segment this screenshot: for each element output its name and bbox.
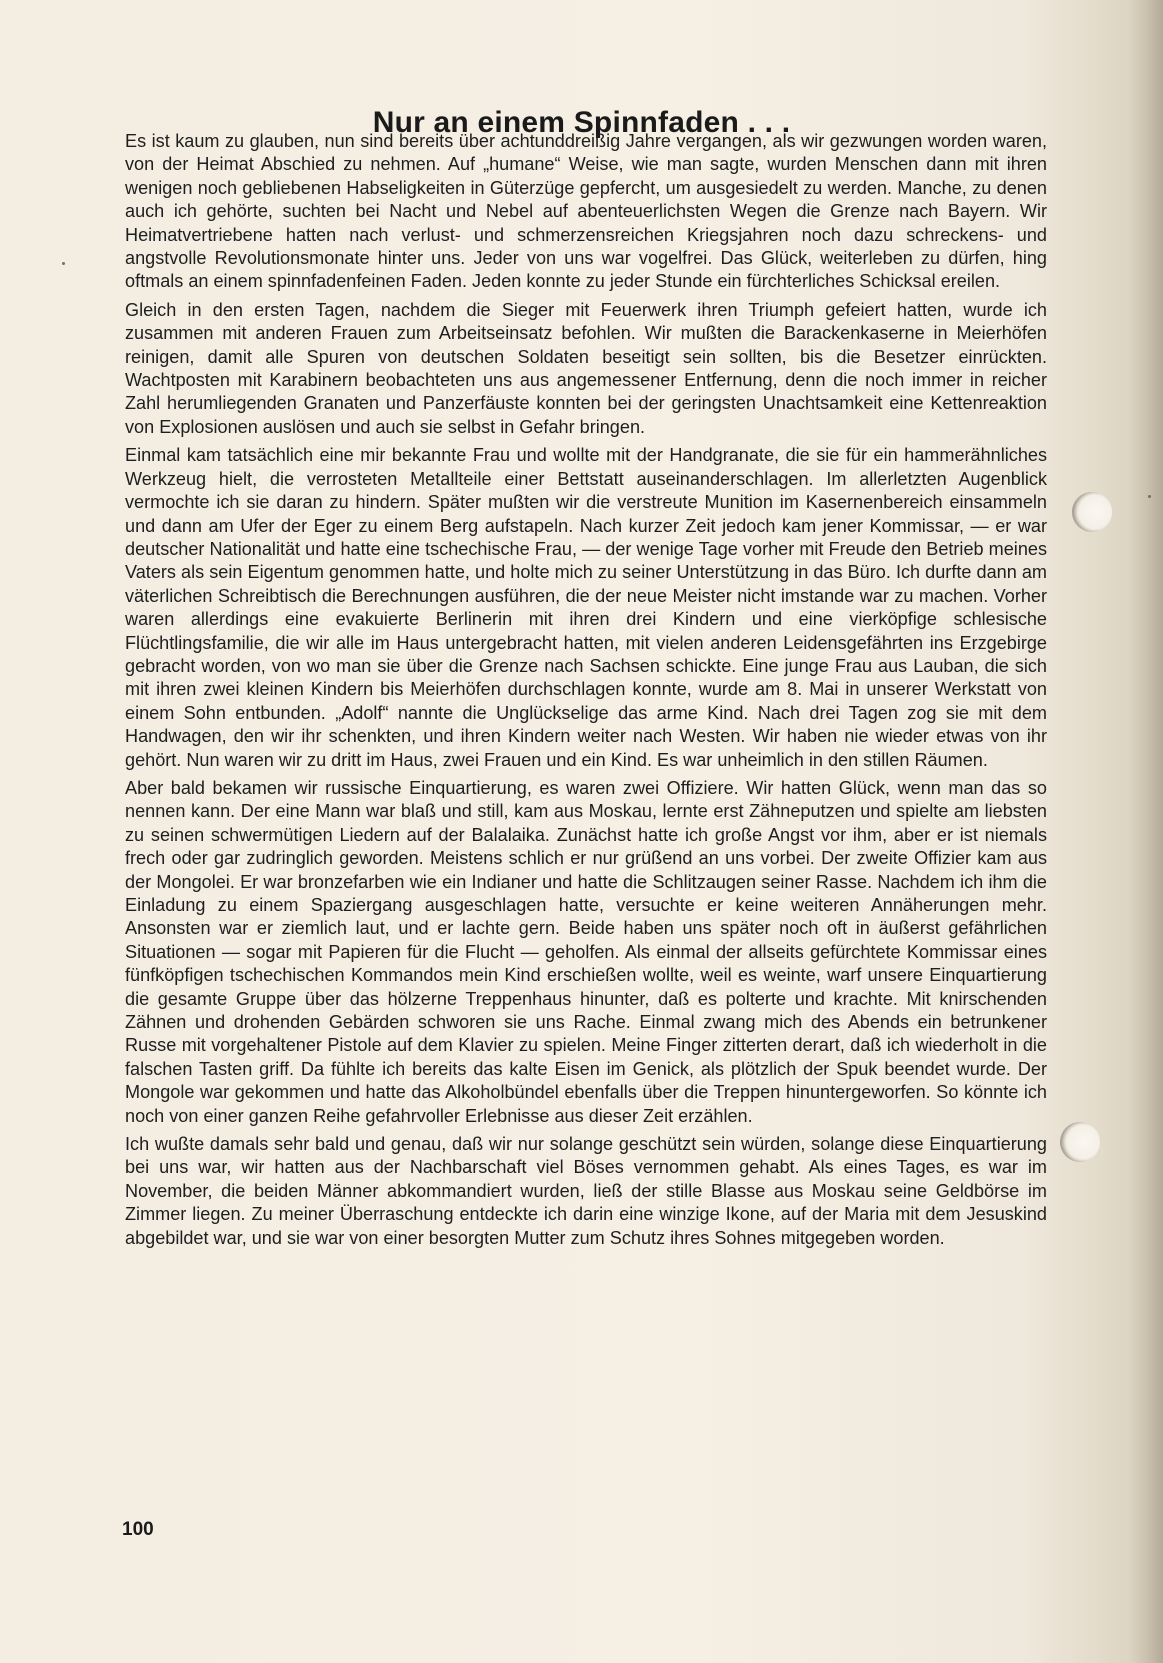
margin-speck xyxy=(1148,495,1151,498)
paragraph: Es ist kaum zu glauben, nun sind bereits über achtunddreißig Jahre vergangen, als wir gezwungen worden waren, von der Heimat Abschied zu nehmen. Auf „humane“ Weise, wie man sagte, wurden Menschen dann mit ihren wenigen noch gebliebenen Habseligkeiten in Güterzüge gepfercht, um ausgesiedelt zu werden. Manche, zu denen auch ich gehörte, suchten bei Nacht und Nebel auf abenteuerlichsten Wegen die Grenze nach Bayern. Wir Heimatvertriebene hatten nach verlust- und schmerzensreichen Kriegsjahren noch dazu schreckens- und angstvolle Revolutionsmonate hinter uns. Jeder von uns war vogelfrei. Das Glück, weiterleben zu dürfen, hing oftmals an einem spinnfadenfeinen Faden. Jeden konnte zu jeder Stunde ein fürchterliches Schicksal ereilen. xyxy=(125,131,1047,292)
article-body xyxy=(125,130,1047,1255)
page-edge-shadow xyxy=(1129,0,1163,1663)
article-title: Nur an einem Spinnfaden . . . xyxy=(372,106,791,140)
paragraph: Ich wußte damals sehr bald und genau, daß wir nur solange geschützt sein würden, solange diese Einquartierung bei uns war, wir hatten aus der Nachbarschaft viel Böses vernommen gehabt. Als eines Tages, es war im November, die beiden Männer abkommandiert wurden, ließ der stille Blasse aus Moskau seine Geldbörse im Zimmer liegen. Zu meiner Überraschung entdeckte ich darin eine winzige Ikone, auf der Maria mit dem Jesuskind abgebildet war, und sie war von einer besorgten Mutter zum Schutz ihres Sohnes mitgegeben worden. xyxy=(125,1134,1047,1248)
paragraph: Aber bald bekamen wir russische Einquartierung, es waren zwei Offiziere. Wir hatten Glück, wenn man das so nennen kann. Der eine Mann war blaß und still, kam aus Moskau, lernte erst Zähneputzen und spielte am liebsten zu seinen schwermütigen Liedern auf der Balalaika. Zunächst hatte ich große Angst vor ihm, aber er ist niemals frech oder gar zudringlich geworden. Meistens schlich er nur grüßend an uns vorbei. Der zweite Offizier kam aus der Mongolei. Er war bronzefarben wie ein Indianer und hatte die Schlitzaugen seiner Rasse. Nachdem ich ihm die Einladung zu einem Spaziergang ausgeschlagen hatte, versuchte er keine weiteren Annäherungen mehr. Ansonsten war er ziemlich laut, und er lachte gern. Beide haben uns später noch oft in äußerst gefährlichen Situationen — sogar mit Papieren für die Flucht — geholfen. Als einmal der allseits gefürchtete Kommissar eines fünfköpfigen tschechischen Kommandos mein Kind erschießen wollte, weil es weinte, warf unsere Einquartierung die gesamte Gruppe über das hölzerne Treppenhaus hinunter, daß es polterte und krachte. Mit knirschenden Zähnen und drohenden Gebärden schworen sie uns Rache. Einmal zwang mich des Abends ein betrunkener Russe mit vorgehaltener Pistole auf dem Klavier zu spielen. Meine Finger zitterten derart, daß ich wiederholt in die falschen Tasten griff. Da fühlte ich bereits das kalte Eisen im Genick, als plötzlich der Spuk beendet wurde. Der Mongole war gekommen und hatte das Alkoholbündel ebenfalls über die Treppen hinuntergeworfen. So könnte ich noch von einer ganzen Reihe gefahrvoller Erlebnisse aus dieser Zeit erzählen. xyxy=(125,777,1047,1126)
paragraph: Gleich in den ersten Tagen, nachdem die Sieger mit Feuerwerk ihren Triumph gefeiert hatten, wurde ich zusammen mit anderen Frauen zum Arbeitseinsatz befohlen. Wir mußten die Barackenkaserne in Meierhöfen reinigen, damit alle Spuren von deutschen Soldaten beseitigt sein sollten, bis die Besetzer einrückten. Wachtposten mit Karabinern beobachteten uns aus angemessener Entfernung, denn die noch immer in reicher Zahl herumliegenden Granaten und Panzerfäuste konnten bei der geringsten Unachtsamkeit eine Kettenreaktion von Explosionen auslösen und auch sie selbst in Gefahr bringen. xyxy=(125,299,1047,437)
punch-hole-top xyxy=(1072,492,1112,532)
paragraph: Einmal kam tatsächlich eine mir bekannte Frau und wollte mit der Handgranate, die sie für ein hammerähnliches Werkzeug hielt, die verrosteten Metallteile einer Bettstatt auseinanderschlagen. Im allerletzten Augenblick vermochte ich sie daran zu hindern. Später mußten wir die verstreute Munition im Kasernenbereich einsammeln und dann am Ufer der Eger zu einem Berg aufstapeln. Nach kurzer Zeit jedoch kam jener Kommissar, — er war deutscher Nationalität und hatte eine tschechische Frau, — der wenige Tage vorher mit Freude den Betrieb meines Vaters als sein Eigentum genommen hatte, und holte mich zu seiner Unterstützung in das Büro. Ich durfte dann am väterlichen Schreibtisch die Berechnungen ausführen, die der neue Meister nicht imstande war zu machen. Vorher waren allerdings eine evakuierte Berlinerin mit ihren drei Kindern und eine vierköpfige schlesische Flüchtlingsfamilie, die wir alle im Haus untergebracht hatten, mit vielen anderen Leidensgefährten ins Erzgebirge gebracht worden, von wo man sie über die Grenze nach Sachsen schickte. Eine junge Frau aus Lauban, die sich mit ihren zwei kleinen Kindern bis Meierhöfen durchschlagen konnte, wurde am 8. Mai in unserer Werkstatt von einem Sohn entbunden. „Adolf“ nannte die Unglückselige das arme Kind. Nach drei Tagen zog sie mit dem Handwagen, den wir ihr schenkten, und ihren Kindern weiter nach Westen. Wir haben nie wieder etwas von ihr gehört. Nun waren wir zu dritt im Haus, zwei Frauen und ein Kind. Es war unheimlich in den stillen Räumen. xyxy=(125,445,1047,770)
margin-speck xyxy=(62,262,65,265)
page-number: 100 xyxy=(122,1519,154,1540)
punch-hole-bottom xyxy=(1060,1122,1100,1162)
